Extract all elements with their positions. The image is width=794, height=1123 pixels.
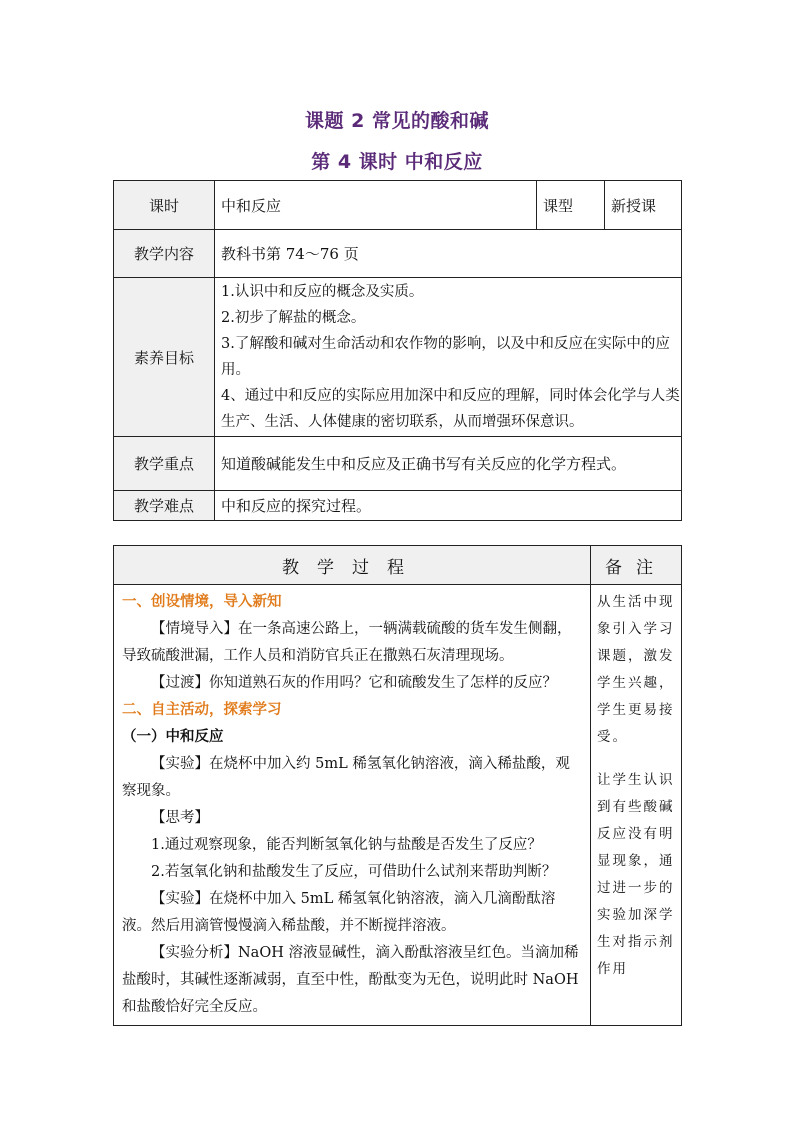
difficult-point-value: 中和反应的探究过程。: [215, 491, 682, 521]
process-header-row: [114, 546, 682, 585]
class-hour-value: 中和反应: [215, 181, 537, 230]
lesson-title: 课题 2 常见的酸和碱: [305, 110, 489, 132]
notes-header: 备注: [591, 546, 682, 585]
difficult-point-label: 教学难点: [114, 491, 215, 521]
info-row-class-hour: [114, 181, 682, 230]
paragraph: 1.通过观察现象，能否判断氢氧化钠与盐酸是否发生了反应？: [151, 837, 542, 853]
type-label: 课型: [537, 181, 605, 230]
paragraph: 【实验】在烧杯中加入约 5mL 稀氢氧化钠溶液，滴入稀盐酸，观察现象。: [122, 756, 570, 799]
paragraph: 【实验】在烧杯中加入 5mL 稀氢氧化钠溶液，滴入几滴酚酞溶液。然后用滴管慢慢滴入稀盐酸，并不断搅拌溶液。: [122, 891, 556, 934]
teaching-process-table: [113, 545, 682, 1026]
subsection-heading: （一）中和反应: [122, 729, 224, 745]
goal-item: 3.了解酸和碱对生命活动和农作物的影响，以及中和反应在实际中的应用。: [221, 336, 670, 378]
info-row-goals: [114, 278, 682, 437]
content-value: 教科书第 74～76 页: [215, 230, 682, 278]
process-header: 教学过程: [114, 546, 591, 585]
paragraph: 【过渡】你知道熟石灰的作用吗？它和硫酸发生了怎样的反应？: [151, 675, 557, 691]
class-hour-label: 课时: [114, 181, 215, 230]
goal-item: 1.认识中和反应的概念及实质。: [221, 284, 424, 300]
info-row-content: [114, 230, 682, 278]
process-body-row: [114, 585, 682, 1026]
lesson-info-table: [113, 180, 682, 521]
info-row-key: [114, 437, 682, 491]
note-text: 从生活中现象引入学习课题，激发学生兴趣，学生更易接受。: [597, 594, 675, 745]
section-heading: 一、创设情境，导入新知: [122, 594, 282, 610]
paragraph: 【实验分析】NaOH 溶液显碱性，滴入酚酞溶液呈红色。当滴加稀盐酸时，其碱性逐渐减弱，直至中性，酚酞变为无色，说明此时 NaOH 和盐酸恰好完全反应。: [122, 945, 579, 1015]
key-point-value: 知道酸碱能发生中和反应及正确书写有关反应的化学方程式。: [215, 437, 682, 491]
goals-list: [215, 278, 682, 437]
paragraph: 【思考】: [151, 810, 209, 826]
content-label: 教学内容: [114, 230, 215, 278]
info-row-difficult: [114, 491, 682, 521]
note-text: 让学生认识到有些酸碱反应没有明显现象，通过进一步的实验加深学生对指示剂作用: [597, 772, 675, 977]
paragraph: 2.若氢氧化钠和盐酸发生了反应，可借助什么试剂来帮助判断？: [151, 864, 557, 880]
section-heading: 二、自主活动，探索学习: [122, 702, 282, 718]
key-point-label: 教学重点: [114, 437, 215, 491]
notes-column: [591, 585, 682, 1026]
paragraph: 【情境导入】在一条高速公路上，一辆满载硫酸的货车发生侧翻，导致硫酸泄漏，工作人员和消防官兵正在撒熟石灰清理现场。: [122, 621, 572, 664]
goals-label: 素养目标: [114, 278, 215, 437]
process-content: [114, 585, 591, 1026]
type-value: 新授课: [605, 181, 682, 230]
lesson-subtitle: 第 4 课时 中和反应: [311, 151, 483, 173]
goal-item: 2.初步了解盐的概念。: [221, 310, 366, 326]
goal-item: 4、通过中和反应的实际应用加深中和反应的理解，同时体会化学与人类生产、生活、人体健康的密切联系，从而增强环保意识。: [221, 388, 680, 430]
